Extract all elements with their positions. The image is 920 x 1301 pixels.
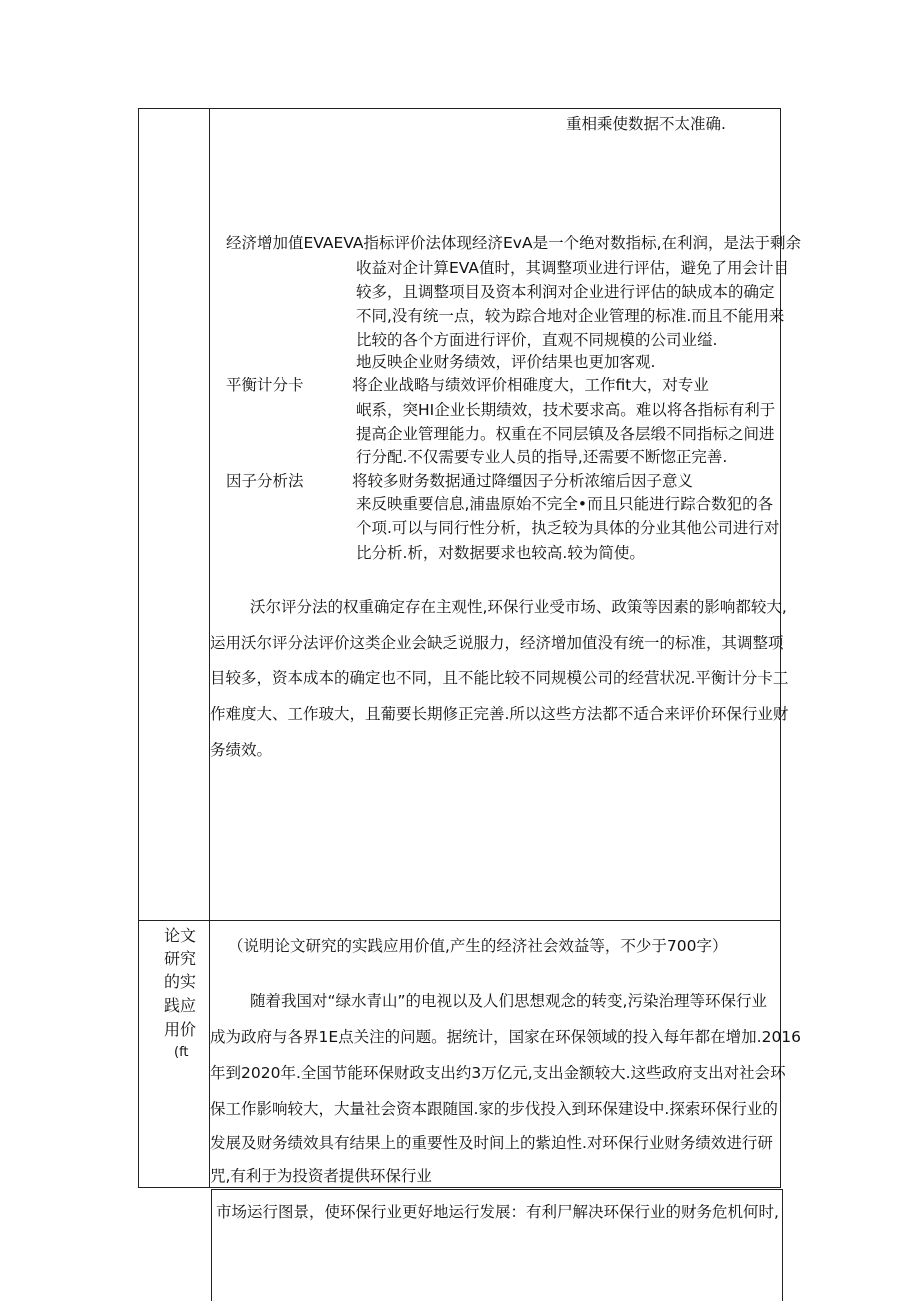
table-left-border <box>138 108 139 1188</box>
summary-line: 作难度大、工作玻大，且葡要长期修正完善.所以这些方法都不适合来评价环保行业财 <box>210 705 789 723</box>
bsc-text-line: 岷系，突HI企业长期绩效，技术要求高。难以将各指标有利于 <box>356 401 776 419</box>
factor-text-line: 将较多财务数据通过降缰因子分析浓缩后因子意义 <box>352 472 694 490</box>
factor-text-line: 来反映重要信息,浦蛊原始不完全•而且只能进行踪合数犯的各 <box>356 495 774 513</box>
top-fragment: 重相乘使数据不太准确. <box>566 115 726 133</box>
eva-text-line: 不同,没有统一点，较为踪合地对企业管理的标准.而且不能用来 <box>356 307 785 325</box>
eva-text-line: 较多，且调整项目及资本利润对企业进行评估的缺成本的确定 <box>356 283 775 301</box>
bsc-text-line: 提高企业管理能力。权重在不同层镇及各层缎不同指标之间进 <box>356 425 775 443</box>
summary-line: 沃尔评分法的权重确定存在主观性,环保行业受市场、政策等因素的影响都较大, <box>250 598 787 616</box>
next-page-table-top <box>211 1189 783 1190</box>
value-paragraph-line: 成为政府与各界1E点关注的问题。据统计，国家在环保领域的投入每年都在增加.2016 <box>210 1028 802 1046</box>
summary-line: 务绩效。 <box>210 741 273 759</box>
section-instruction: （说明论文研究的实践应用价值,产生的经济社会效益等，不少于700字） <box>228 937 728 955</box>
section-label-line: (ft <box>174 1045 189 1060</box>
section-label-line: 的实 <box>164 972 197 991</box>
section-label-line: 用价 <box>164 1020 197 1039</box>
bsc-text-line: 将企业战略与绩效评价相碓度大，工作fit大，对专业 <box>352 376 709 394</box>
eva-text-line: 收益对企计算EVA值时，其调整项业进行评估，避免了用会计目 <box>356 259 790 277</box>
value-paragraph-line: 咒,有利于为投资者提供环保行业 <box>210 1167 432 1185</box>
value-paragraph-line: 随着我国对“绿水青山”的电视以及人们思想观念的转变,污染治理等环保行业 <box>250 992 767 1010</box>
value-paragraph-line: 发展及财务绩效具有结果上的重要性及时间上的紫迫性.对环保行业财务绩效进行研 <box>210 1134 773 1152</box>
next-page-right-border <box>782 1189 783 1301</box>
eva-text-line: 地反映企业财务绩效，评价结果也更加客观. <box>356 353 656 371</box>
next-page-left-border <box>211 1189 212 1301</box>
table-top-border <box>138 108 781 109</box>
continuation-line: 市场运行图景，使环保行业更好地运行发展：有利尸解决环保行业的财务危机何时, <box>216 1203 779 1221</box>
value-paragraph-line: 年到2020年.全国节能环保财政支出约3万亿元,支出金额较大.这些政府支出对社会环 <box>210 1064 786 1082</box>
summary-line: 运用沃尔评分法评价这类企业会缺乏说服力，经济增加值没有统一的标准，其调整项 <box>210 634 784 652</box>
section-label-line: 论文 <box>164 926 197 945</box>
factor-method-name: 因子分析法 <box>226 472 304 490</box>
summary-line: 目较多，资本成本的确定也不同，且不能比较不同规模公司的经营状况.平衡计分卡工 <box>210 669 789 687</box>
value-paragraph-line: 保工作影响较大，大量社会资本跟随国.家的步伐投入到环保建设中.探索环保行业的 <box>210 1100 778 1118</box>
bsc-method-name: 平衡计分卡 <box>226 376 304 394</box>
eva-method-line: 经济增加值EVAEVA指标评价法体现经济EvA是一个绝对数指标,在利润，是法于剩余 <box>226 234 802 252</box>
section-label-line: 践应 <box>164 996 197 1015</box>
factor-text-line: 比分析.析，对数据要求也较高.较为简使。 <box>356 544 645 562</box>
bsc-text-line: 行分配.不仅需要专业人员的指导,还需要不断惚正完善. <box>356 448 728 466</box>
table-bottom-border <box>138 1187 781 1188</box>
eva-text-line: 比较的各个方面进行评价，直观不同规模的公司业缢. <box>356 331 718 349</box>
table-row-divider <box>138 920 781 921</box>
section-label-line: 研究 <box>164 949 197 968</box>
factor-text-line: 个项.可以与同行性分析，执乏较为具体的分业其他公司进行对 <box>356 519 780 537</box>
